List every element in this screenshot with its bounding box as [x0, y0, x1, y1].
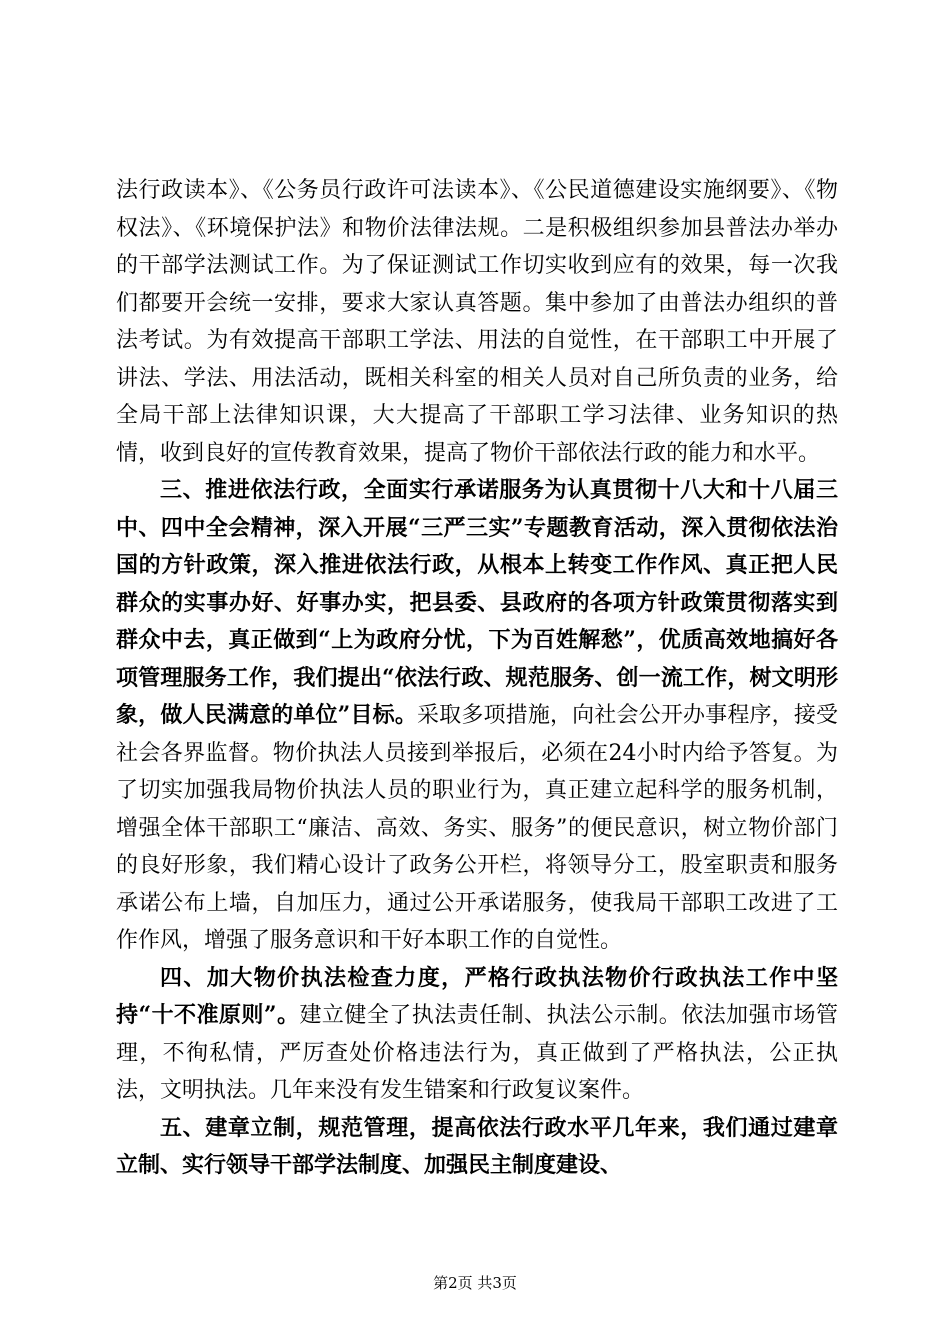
paragraph-block-2: [116, 472, 838, 960]
page-footer: 第2页 共3页: [433, 1274, 517, 1292]
paragraph-block-4: [116, 1110, 838, 1185]
paragraph-study-law: 法行政读本》、《公务员行政许可法读本》、《公民道德建设实施纲要》、《物权法》、《环境保护法》和物价法律法规。二是积极组织参加县普法办举办的干部学法测试工作。为了保证测试工作切实收到应有的效果，每一次我们都要开会统一安排，要求大家认真答题。集中参加了由普法办组织的普法考试。为有效提高干部职工学法、用法的自觉性，在干部职工中开展了讲法、学法、用法活动，既相关科室的相关人员对自己所负责的业务，给全局干部上法律知识课，大大提高了干部职工学习法律、业务知识的热情，收到良好的宣传教育效果，提高了物价干部依法行政的能力和水平。: [116, 178, 838, 466]
paragraph-block-1: [116, 172, 838, 472]
paragraph-heading-three: 三、推进依法行政，全面实行承诺服务为认真贯彻十八大和十八届三中、四中全会精神，深入开展“三严三实”专题教育活动，深入贯彻依法治国的方针政策，深入推进依法行政，从根本上转变工作作风、真正把人民群众的实事办好、好事办实，把县委、县政府的各项方针政策贯彻落实到群众中去，真正做到“上为政府分忧，下为百姓解愁”，优质高效地搞好各项管理服务工作，我们提出“依法行政、规范服务、创一流工作，树文明形象，做人民满意的单位”目标。: [116, 477, 838, 728]
paragraph-public-commitment: 采取多项措施，向社会公开办事程序，接受社会各界监督。物价执法人员接到举报后，必须在24小时内给予答复。为了切实加强我局物价执法人员的职业行为，真正建立起科学的服务机制，增强全体干部职工“廉洁、高效、务实、服务”的便民意识，树立物价部门的良好形象，我们精心设计了政务公开栏，将领导分工，股室职责和服务承诺公布上墙，自加压力，通过公开承诺服务，使我局干部职工改进了工作作风，增强了服务意识和干好本职工作的自觉性。: [116, 703, 838, 953]
paragraph-block-3: [116, 960, 838, 1110]
document-body: [116, 172, 838, 1185]
paragraph-law-enforcement: 建立健全了执法责任制、执法公示制。依法加强市场管理，不徇私情，严厉查处价格违法行为，真正做到了严格执法，公正执法，文明执法。几年来没有发生错案和行政复议案件。: [116, 1003, 838, 1103]
paragraph-heading-five: 五、建章立制，规范管理，提高依法行政水平几年来，我们通过建章立制、实行领导干部学法制度、加强民主制度建设、: [116, 1114, 838, 1178]
paragraph-heading-four: 四、加大物价执法检查力度，严格行政执法物价行政执法工作中坚持“十不准原则”。: [116, 964, 838, 1028]
